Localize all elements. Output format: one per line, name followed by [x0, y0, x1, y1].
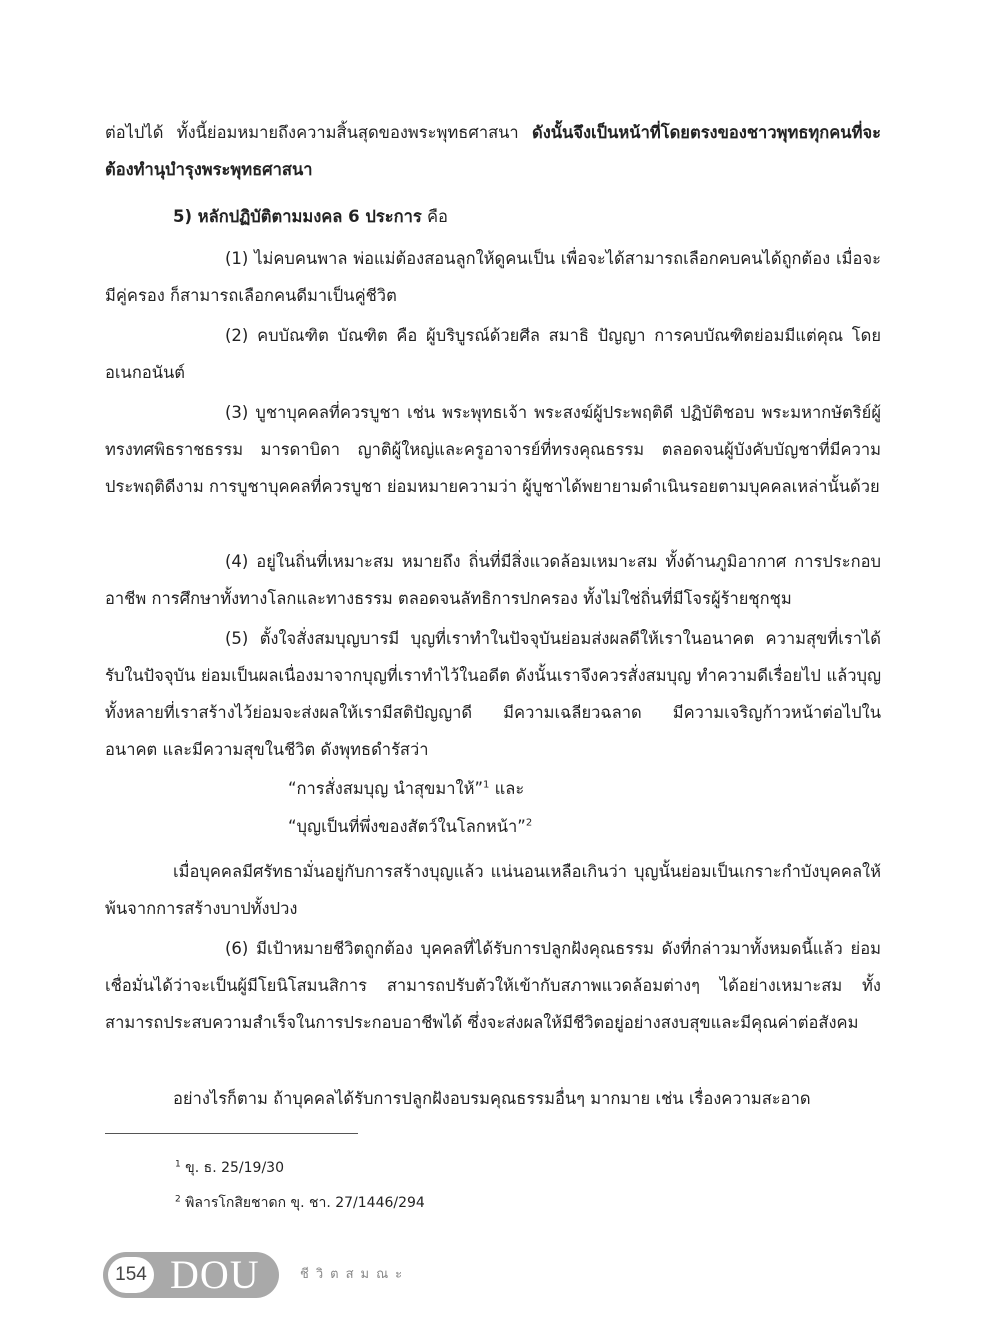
footnote-ref-1[interactable]: 1: [483, 779, 490, 791]
list-item-6: (6) มีเป้าหมายชีวิตถูกต้อง บุคคลที่ได้รับการปลูกฝังคุณธรรม ดังที่กล่าวมาทั้งหมดนี้แล้ว ย่อมเชื่อมั่นได้ว่าจะเป็นผู้มีโยนิโสมนสิการ สามารถปรับตัวให้เข้ากับสภาพแวดล้อมต่างๆ ได้อย่างเหมาะสม ทั้งสามารถประสบความสำเร็จในการประกอบอาชีพได้ ซึ่งจะส่งผลให้มีชีวิตอยู่อย่างสงบสุขและมีคุณค่าต่อสังคม: [105, 939, 881, 1032]
paragraph-intro: [105, 114, 881, 188]
list-item-4: (4) อยู่ในถิ่นที่เหมาะสม หมายถึง ถิ่นที่มีสิ่งแวดล้อมเหมาะสม ทั้งด้านภูมิอากาศ การประกอบอาชีพ การศึกษาทั้งทางโลกและทางธรรม ตลอดจนลัทธิการปกครอง ทั้งไม่ใช่ถิ่นที่มีโจรผู้ร้ายชุกชุม: [105, 552, 881, 608]
intro-text: ต่อไปได้ ทั้งนี้ย่อมหมายถึงความสิ้นสุดของพระพุทธศาสนา: [105, 123, 532, 142]
footnote-divider: [105, 1133, 358, 1134]
paragraph-faith: เมื่อบุคคลมีศรัทธามั่นอยู่กับการสร้างบุญแล้ว แน่นอนเหลือเกินว่า บุญนั้นย่อมเป็นเกราะกำบังบุคคลให้พ้นจากการสร้างบาปทั้งปวง: [105, 862, 881, 918]
page-number: 154: [108, 1257, 154, 1293]
quote-2: [288, 808, 532, 845]
quote-1-text: “การสั่งสมบุญ นำสุขมาให้”: [288, 779, 484, 798]
section-heading-title: 5) หลักปฏิบัติตามมงคล 6 ประการ: [173, 207, 422, 226]
list-item-2: (2) คบบัณฑิต บัณฑิต คือ ผู้บริบูรณ์ด้วยศีล สมาธิ ปัญญา การคบบัณฑิตย่อมมีแต่คุณ โดยอเนกอนันต์: [105, 326, 881, 382]
footnote-ref-2[interactable]: 2: [525, 817, 533, 829]
quote-1-tail: และ: [489, 779, 525, 798]
footnote-2: [175, 1193, 425, 1213]
footnote-2-text: พิลารโกสิยชาดก ขุ. ชา. 27/1446/294: [180, 1195, 425, 1211]
footnote-2-mark: 2: [175, 1194, 181, 1205]
section-heading: [105, 198, 881, 235]
list-item-5: (5) ตั้งใจสั่งสมบุญบารมี บุญที่เราทำในปัจจุบันย่อมส่งผลดีให้เราในอนาคต ความสุขที่เราได้รับในปัจจุบัน ย่อมเป็นผลเนื่องมาจากบุญที่เราทำไว้ในอดีต ดังนั้นเราจึงควรสั่งสมบุญ ทำความดีเรื่อยไป แล้วบุญทั้งหลายที่เราสร้างไว้ย่อมจะส่งผลให้เรามีสติปัญญาดี มีความเฉลียวฉลาด มีความเจริญก้าวหน้าต่อไปในอนาคต และมีความสุขในชีวิต ดังพุทธดำรัสว่า: [105, 629, 881, 759]
section-heading-tail: คือ: [421, 207, 448, 226]
intro-emphasis: ดังนั้นจึงเป็นหน้าที่โดยตรงของชาวพุทธทุกคนที่จะต้องทำนุบำรุงพระพุทธศาสนา: [105, 123, 881, 179]
quote-1: [288, 770, 524, 807]
quote-2-text: “บุญเป็นที่พึ่งของสัตว์ในโลกหน้า”: [288, 817, 526, 836]
book-title: ชีวิตสมณะ: [300, 1267, 410, 1282]
paragraph-last: อย่างไรก็ตาม ถ้าบุคคลได้รับการปลูกฝังอบรมคุณธรรมอื่นๆ มากมาย เช่น เรื่องความสะอาด: [173, 1089, 811, 1108]
footnote-1-text: ขุ. ธ. 25/19/30: [180, 1160, 284, 1176]
list-item-1: (1) ไม่คบคนพาล พ่อแม่ต้องสอนลูกให้ดูคนเป็น เพื่อจะได้สามารถเลือกคบคนได้ถูกต้อง เมื่อจะมีคู่ครอง ก็สามารถเลือกคนดีมาเป็นคู่ชีวิต: [105, 249, 881, 305]
brand-logo: DOU: [170, 1252, 260, 1297]
list-item-3: (3) บูชาบุคคลที่ควรบูชา เช่น พระพุทธเจ้า พระสงฆ์ผู้ประพฤติดี ปฏิบัติชอบ พระมหากษัตริย์ผู้ทรงทศพิธราชธรรม มารดาบิดา ญาติผู้ใหญ่และครูอาจารย์ที่ทรงคุณธรรม ตลอดจนผู้บังคับบัญชาที่มีความประพฤติดีงาม การบูชาบุคคลที่ควรบูชา ย่อมหมายความว่า ผู้บูชาได้พยายามดำเนินรอยตามบุคคลเหล่านั้นด้วย: [105, 403, 881, 496]
footnote-1-mark: 1: [175, 1159, 181, 1170]
footnote-1: [175, 1158, 284, 1178]
